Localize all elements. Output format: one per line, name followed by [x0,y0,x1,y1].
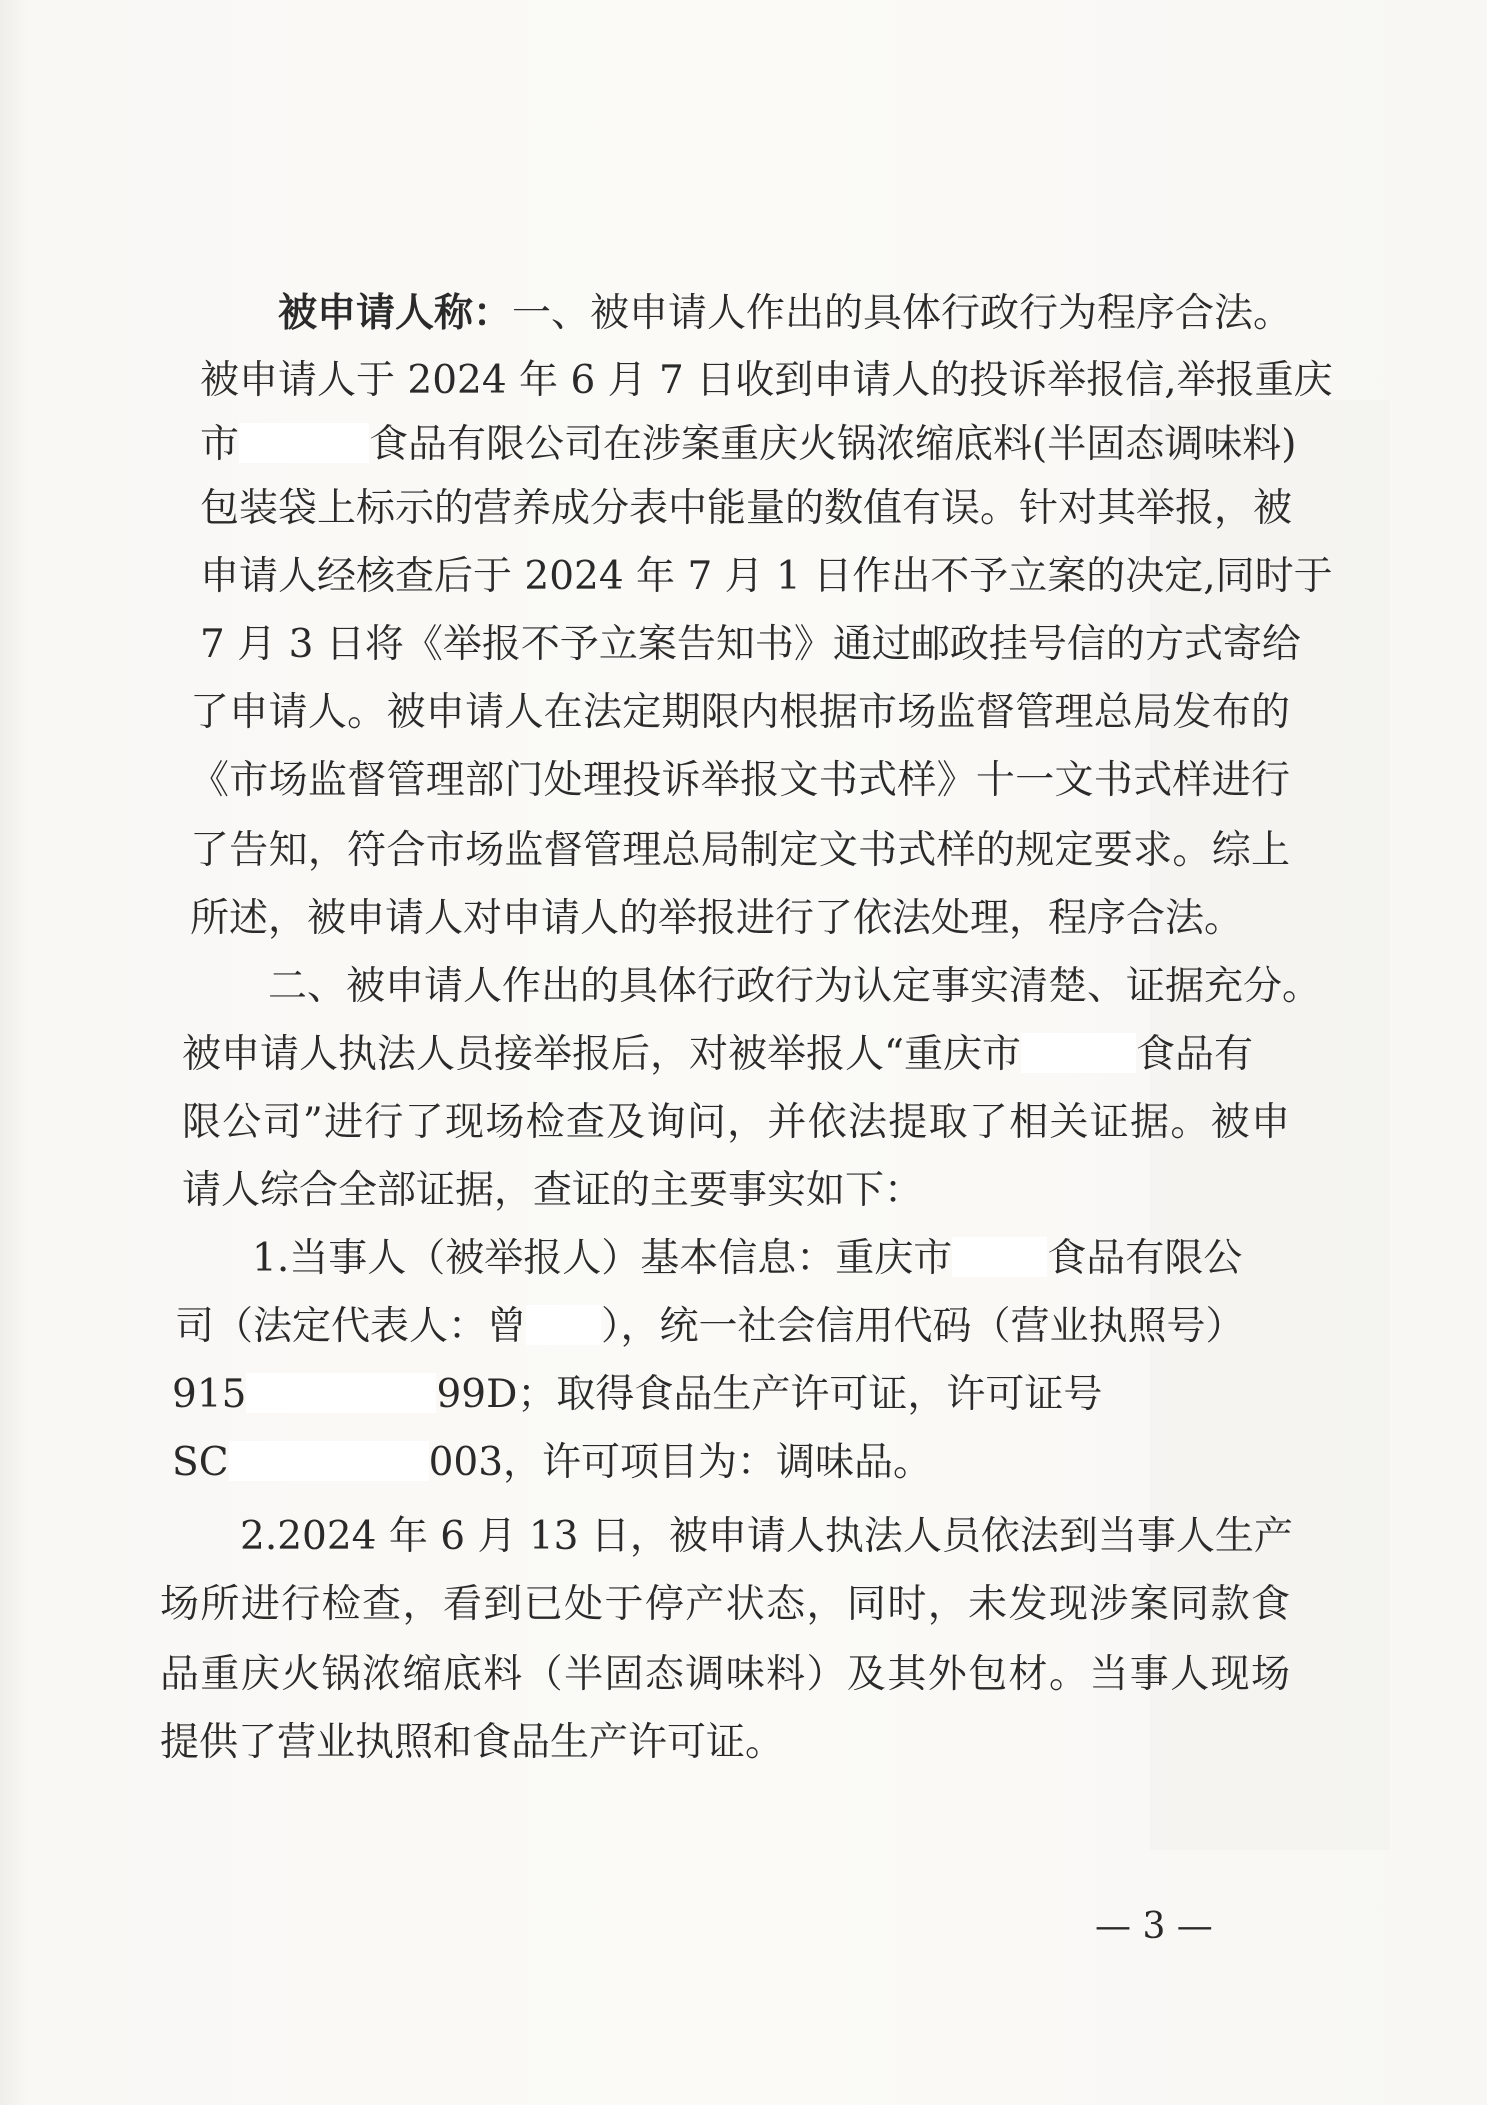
para1-line3 [200,420,1297,470]
para4-line3: 品重庆火锅浓缩底料（半固态调味料）及其外包材。当事人现场 [160,1652,1290,1697]
para3-line2-text: 司（法定代表人：曾 [175,1304,527,1349]
para1-line3-city: 市 [200,422,240,467]
para1-line2: 被申请人于 2024 年 6 月 7 日收到申请人的投诉举报信,举报重庆 [200,358,1333,403]
para3-line3-tail: 99D；取得食品生产许可证，许可证号 [436,1372,1103,1417]
para3-line2 [175,1302,1290,1352]
para1-line8: 《市场监督管理部门处理投诉举报文书式样》十一文书式样进行 [190,758,1290,803]
redaction-box [246,1373,436,1413]
para1-line4: 包装袋上标示的营养成分表中能量的数值有误。针对其举报，被 [200,486,1293,531]
para1-line10: 所述，被申请人对申请人的举报进行了依法处理，程序合法。 [190,896,1244,941]
para2-line2-tail: 食品有 [1135,1032,1253,1077]
para1-line6: 7 月 3 日将《举报不予立案告知书》通过邮政挂号信的方式寄给 [200,622,1301,667]
para1-line7: 了申请人。被申请人在法定期限内根据市场监督管理总局发布的 [190,690,1290,735]
para4-line2: 场所进行检查，看到已处于停产状态，同时，未发现涉案同款食 [160,1582,1290,1627]
page-number: — 3 — [1095,1906,1213,1947]
para1-line9: 了告知，符合市场监督管理总局制定文书式样的规定要求。综上 [190,828,1290,873]
para3-line2-tail: ），统一社会信用代码（营业执照号） [601,1304,1245,1349]
para4-line4: 提供了营业执照和食品生产许可证。 [160,1720,785,1765]
para3-line3 [172,1370,1290,1420]
license-number-prefix: SC [172,1440,229,1485]
para1-line3-text: 食品有限公司在涉案重庆火锅浓缩底料(半固态调味料) [369,422,1297,467]
redaction-box [229,1441,429,1481]
para3-line4 [172,1438,1290,1488]
para2-line1: 二、被申请人作出的具体行政行为认定事实清楚、证据充分。 [268,964,1322,1009]
redaction-box [239,423,369,463]
redaction-box [1021,1033,1136,1073]
para3-line4-tail: 003，许可项目为：调味品。 [428,1440,933,1485]
redaction-box [526,1305,601,1345]
para1-line5: 申请人经核查后于 2024 年 7 月 1 日作出不予立案的决定,同时于 [200,554,1333,599]
para2-line3: 限公司”进行了现场检查及询问，并依法提取了相关证据。被申 [182,1100,1290,1145]
para3-line1 [252,1234,1290,1284]
para1-line1 [278,288,1293,338]
para3-line1-tail: 食品有限公 [1047,1236,1243,1281]
respondent-label: 被申请人称： [278,290,513,336]
para2-line2 [182,1030,1290,1080]
registration-code-prefix: 915 [172,1372,247,1417]
para2-line4: 请人综合全部证据，查证的主要事实如下： [182,1168,924,1213]
para3-line1-text: 1.当事人（被举报人）基本信息：重庆市 [252,1236,953,1281]
redaction-box [952,1237,1047,1277]
para1-line1-text: 一、被申请人作出的具体行政行为程序合法。 [512,291,1293,336]
para2-line2-text: 被申请人执法人员接举报后，对被举报人“重庆市 [182,1032,1021,1077]
para4-line1: 2.2024 年 6 月 13 日，被申请人执法人员依法到当事人生产 [240,1514,1293,1559]
